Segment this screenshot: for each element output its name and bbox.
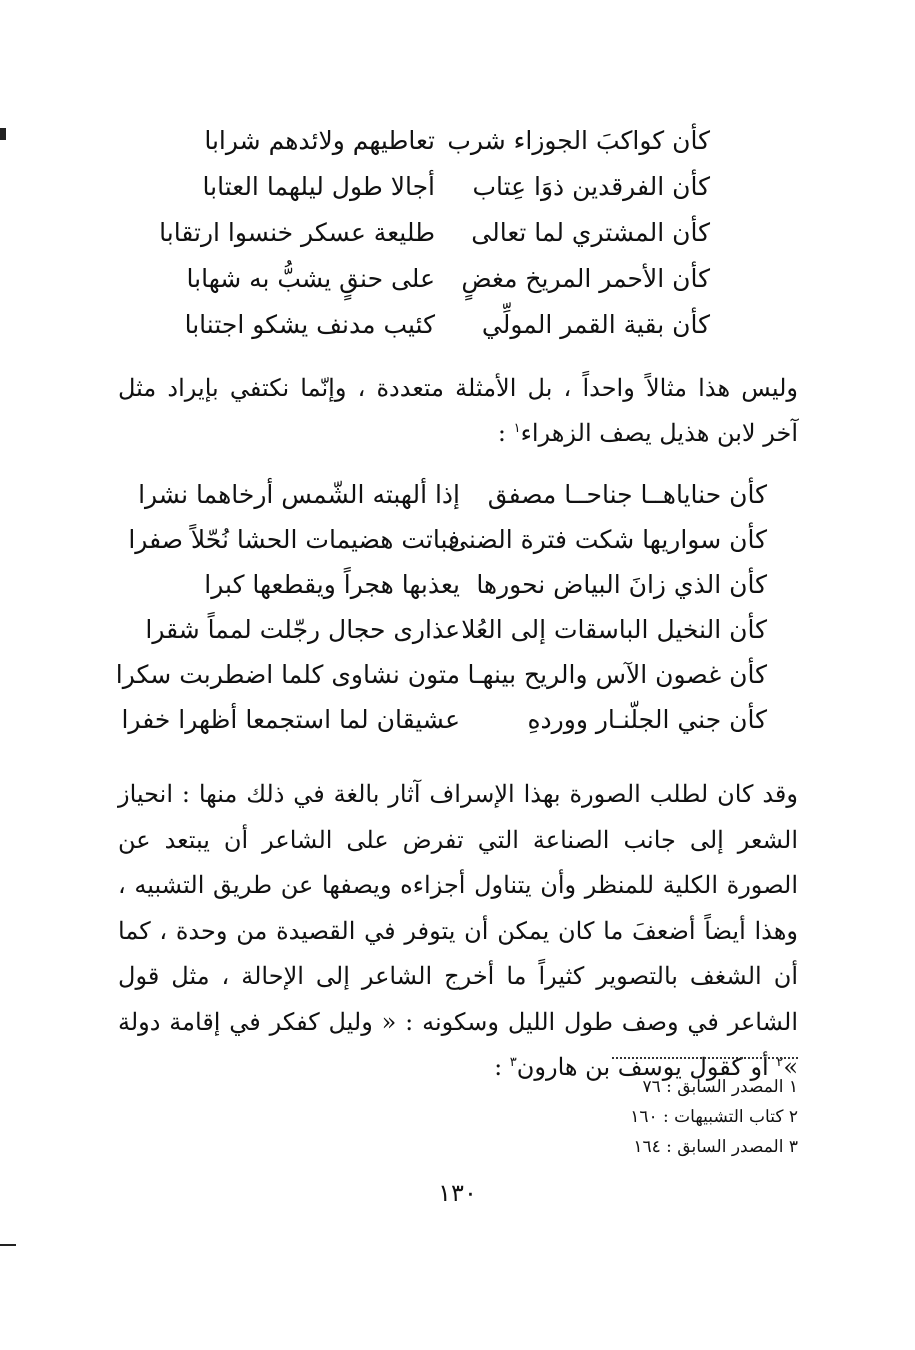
verse-second-hemistich: يعذبها هجراً ويقطعها كبرا — [204, 570, 460, 599]
verse-line — [0, 256, 915, 302]
verse-first-hemistich: كأن جني الجلّنـار ووردهِ — [527, 705, 767, 734]
verse-first-hemistich: كأن الفرقدين ذوَا عِتاب — [472, 172, 710, 201]
verse-second-hemistich: عشيقان لما استجمعا أظهرا خفرا — [121, 705, 460, 734]
verse-first-hemistich: كأن غصون الآس والريح بينهـا — [467, 660, 767, 689]
verse-first-hemistich: كأن بقية القمر المولِّي — [481, 310, 710, 339]
verse-first-hemistich: كأن الأحمر المريخ مغضٍ — [461, 264, 710, 293]
scan-edge-mark — [0, 1244, 16, 1246]
footnote: ٣ المصدر السابق : ١٦٤ — [633, 1137, 798, 1157]
verse-first-hemistich: كأن سواريها شكت فترة الضنى — [448, 525, 767, 554]
verse-second-hemistich: كئيب مدنف يشكو اجتنابا — [184, 310, 435, 339]
footnote-reference: ٣ — [509, 1055, 517, 1070]
verse-line — [0, 697, 915, 742]
verse-second-hemistich: متون نشاوى كلما اضطربت سكرا — [115, 660, 460, 689]
verse-first-hemistich: كأن حناياهــا جناحــا مصفق — [487, 480, 767, 509]
verse-second-hemistich: إذا ألهبته الشّمس أرخاهما نشرا — [138, 480, 460, 509]
verse-line — [0, 210, 915, 256]
verse-first-hemistich: كأن الذي زانَ البياض نحورها — [476, 570, 767, 599]
paragraph-text: وقد كان لطلب الصورة بهذا الإسراف آثار بالغة في ذلك منها : انحياز الشعر إلى جانب الصناعة التي تفرض على الشاعر أن يبتعد عن الصورة الكلية للمنظر وأن يتناول أجزاءه ويصفها عن طريق التشبيه ، وهذا أيضاً أضعفَ ما كان يمكن أن يتوفر في القصيدة من وحدة ، كما أن الشغف بالتصوير كثيراً ما أخرج الشاعر إلى الإحالة ، مثل قول الشاعر في وصف طول الليل وسكونه : « وليل كفكر في إقامة دولة » — [118, 780, 798, 1081]
paragraph-discussion — [118, 772, 798, 1091]
verse-first-hemistich: كأن النخيل الباسقات إلى العُلا — [461, 615, 767, 644]
footnote-divider — [612, 1057, 798, 1059]
paragraph-intro — [118, 366, 798, 456]
verse-line — [0, 164, 915, 210]
verse-first-hemistich: كأن المشتري لما تعالى — [471, 218, 710, 247]
paragraph-tail: : — [494, 1053, 510, 1081]
footnote-reference: ١ — [513, 421, 521, 436]
verse-line — [0, 472, 915, 517]
verse-second-hemistich: فباتت هضيمات الحشا نُحّلاً صفرا — [128, 525, 460, 554]
verse-line — [0, 517, 915, 562]
poem-second — [0, 472, 915, 742]
verse-second-hemistich: أجالا طول ليلهما العتابا — [202, 172, 435, 201]
page-number: ١٣٠ — [438, 1179, 477, 1207]
verse-line — [0, 562, 915, 607]
footnote-reference: ٢ — [776, 1055, 784, 1070]
footnote: ٢ كتاب التشبيهات : ١٦٠ — [630, 1107, 798, 1127]
verse-second-hemistich: طليعة عسكر خنسوا ارتقابا — [159, 218, 435, 247]
verse-first-hemistich: كأن كواكبَ الجوزاء شرب — [447, 126, 710, 155]
verse-second-hemistich: عذارى حجال رجّلت لمماً شقرا — [145, 615, 460, 644]
poem-first — [0, 118, 915, 348]
verse-line — [0, 118, 915, 164]
footnotes — [498, 1072, 798, 1162]
scan-edge-mark — [0, 128, 6, 140]
paragraph-middle: أو كقول يوسف بن هارون — [516, 1053, 777, 1081]
paragraph-text: وليس هذا مثالاً واحداً ، بل الأمثلة متعددة ، وإنّما نكتفي بإيراد مثل آخر لابن هذيل يصف الزهراء — [118, 374, 798, 447]
verse-line — [0, 652, 915, 697]
verse-second-hemistich: تعاطيهم ولائدهم شرابا — [204, 126, 435, 155]
verse-second-hemistich: على حنقٍ يشبُّ به شهابا — [186, 264, 435, 293]
verse-line — [0, 302, 915, 348]
verse-line — [0, 607, 915, 652]
paragraph-tail: : — [497, 419, 514, 447]
footnote: ١ المصدر السابق : ٧٦ — [642, 1077, 798, 1097]
